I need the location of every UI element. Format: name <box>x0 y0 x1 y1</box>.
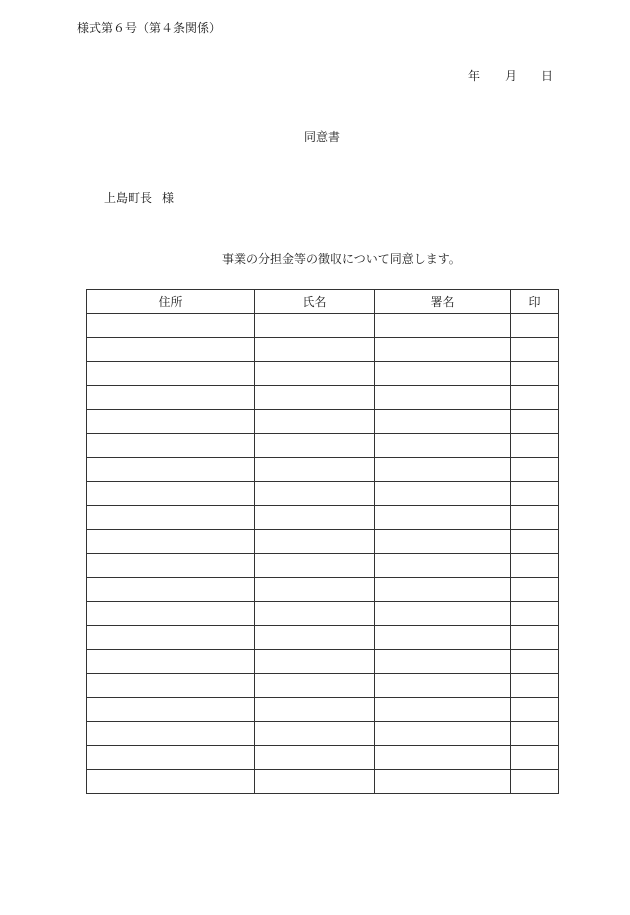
name-cell[interactable] <box>255 698 375 722</box>
table-row <box>87 314 559 338</box>
address-cell[interactable] <box>87 506 255 530</box>
seal-cell[interactable] <box>511 554 559 578</box>
table-row <box>87 650 559 674</box>
signature-cell[interactable] <box>375 434 511 458</box>
column-header-address: 住所 <box>87 290 255 314</box>
table-header-row <box>87 290 559 314</box>
seal-cell[interactable] <box>511 578 559 602</box>
table-row <box>87 458 559 482</box>
signature-cell[interactable] <box>375 554 511 578</box>
name-cell[interactable] <box>255 410 375 434</box>
table-row <box>87 434 559 458</box>
table-row <box>87 386 559 410</box>
signature-cell[interactable] <box>375 458 511 482</box>
table-row <box>87 506 559 530</box>
seal-cell[interactable] <box>511 602 559 626</box>
signature-cell[interactable] <box>375 314 511 338</box>
table-row <box>87 530 559 554</box>
signature-cell[interactable] <box>375 386 511 410</box>
address-cell[interactable] <box>87 338 255 362</box>
form-number-label: 様式第６号（第４条関係） <box>77 21 222 35</box>
name-cell[interactable] <box>255 362 375 386</box>
table-row <box>87 362 559 386</box>
signature-cell[interactable] <box>375 746 511 770</box>
signature-cell[interactable] <box>375 674 511 698</box>
signature-cell[interactable] <box>375 602 511 626</box>
name-cell[interactable] <box>255 530 375 554</box>
address-cell[interactable] <box>87 530 255 554</box>
name-cell[interactable] <box>255 386 375 410</box>
address-cell[interactable] <box>87 458 255 482</box>
seal-cell[interactable] <box>511 314 559 338</box>
seal-cell[interactable] <box>511 746 559 770</box>
table-row <box>87 554 559 578</box>
address-cell[interactable] <box>87 650 255 674</box>
address-cell[interactable] <box>87 602 255 626</box>
date-month: 月 <box>505 69 518 83</box>
seal-cell[interactable] <box>511 338 559 362</box>
consent-statement: 事業の分担金等の徴収について同意します。 <box>222 252 461 266</box>
address-cell[interactable] <box>87 770 255 794</box>
table-row <box>87 722 559 746</box>
table-row <box>87 482 559 506</box>
signature-cell[interactable] <box>375 410 511 434</box>
seal-cell[interactable] <box>511 362 559 386</box>
table-row <box>87 698 559 722</box>
address-cell[interactable] <box>87 698 255 722</box>
address-cell[interactable] <box>87 386 255 410</box>
signature-cell[interactable] <box>375 506 511 530</box>
name-cell[interactable] <box>255 314 375 338</box>
signature-cell[interactable] <box>375 482 511 506</box>
table-row <box>87 674 559 698</box>
signature-cell[interactable] <box>375 578 511 602</box>
seal-cell[interactable] <box>511 386 559 410</box>
seal-cell[interactable] <box>511 650 559 674</box>
seal-cell[interactable] <box>511 674 559 698</box>
name-cell[interactable] <box>255 746 375 770</box>
addressee <box>104 191 174 205</box>
table-row <box>87 578 559 602</box>
signature-cell[interactable] <box>375 650 511 674</box>
table-body <box>87 314 559 794</box>
seal-cell[interactable] <box>511 434 559 458</box>
addressee-honorific: 様 <box>162 191 175 205</box>
seal-cell[interactable] <box>511 770 559 794</box>
signature-cell[interactable] <box>375 722 511 746</box>
signature-cell[interactable] <box>375 770 511 794</box>
table-row <box>87 602 559 626</box>
seal-cell[interactable] <box>511 458 559 482</box>
document-title: 同意書 <box>303 130 340 144</box>
seal-cell[interactable] <box>511 722 559 746</box>
name-cell[interactable] <box>255 482 375 506</box>
seal-cell[interactable] <box>511 482 559 506</box>
name-cell[interactable] <box>255 458 375 482</box>
address-cell[interactable] <box>87 626 255 650</box>
table-row <box>87 770 559 794</box>
name-cell[interactable] <box>255 650 375 674</box>
name-cell[interactable] <box>255 674 375 698</box>
name-cell[interactable] <box>255 722 375 746</box>
table-row <box>87 626 559 650</box>
name-cell[interactable] <box>255 578 375 602</box>
column-header-seal: 印 <box>511 290 559 314</box>
address-cell[interactable] <box>87 314 255 338</box>
address-cell[interactable] <box>87 722 255 746</box>
address-cell[interactable] <box>87 410 255 434</box>
table-row <box>87 410 559 434</box>
name-cell[interactable] <box>255 338 375 362</box>
seal-cell[interactable] <box>511 410 559 434</box>
seal-cell[interactable] <box>511 626 559 650</box>
address-cell[interactable] <box>87 482 255 506</box>
date-year: 年 <box>468 69 481 83</box>
name-cell[interactable] <box>255 554 375 578</box>
signature-cell[interactable] <box>375 698 511 722</box>
address-cell[interactable] <box>87 674 255 698</box>
signature-cell[interactable] <box>375 338 511 362</box>
seal-cell[interactable] <box>511 698 559 722</box>
signature-cell[interactable] <box>375 530 511 554</box>
address-cell[interactable] <box>87 578 255 602</box>
signature-cell[interactable] <box>375 626 511 650</box>
column-header-name: 氏名 <box>255 290 375 314</box>
name-cell[interactable] <box>255 626 375 650</box>
column-header-signature: 署名 <box>375 290 511 314</box>
address-cell[interactable] <box>87 434 255 458</box>
address-cell[interactable] <box>87 746 255 770</box>
name-cell[interactable] <box>255 770 375 794</box>
addressee-name: 上島町長 <box>104 191 153 205</box>
name-cell[interactable] <box>255 434 375 458</box>
name-cell[interactable] <box>255 602 375 626</box>
name-cell[interactable] <box>255 506 375 530</box>
address-cell[interactable] <box>87 554 255 578</box>
signature-cell[interactable] <box>375 362 511 386</box>
date-day: 日 <box>541 69 554 83</box>
seal-cell[interactable] <box>511 530 559 554</box>
signature-table <box>86 289 559 794</box>
address-cell[interactable] <box>87 362 255 386</box>
seal-cell[interactable] <box>511 506 559 530</box>
table-row <box>87 746 559 770</box>
table-row <box>87 338 559 362</box>
